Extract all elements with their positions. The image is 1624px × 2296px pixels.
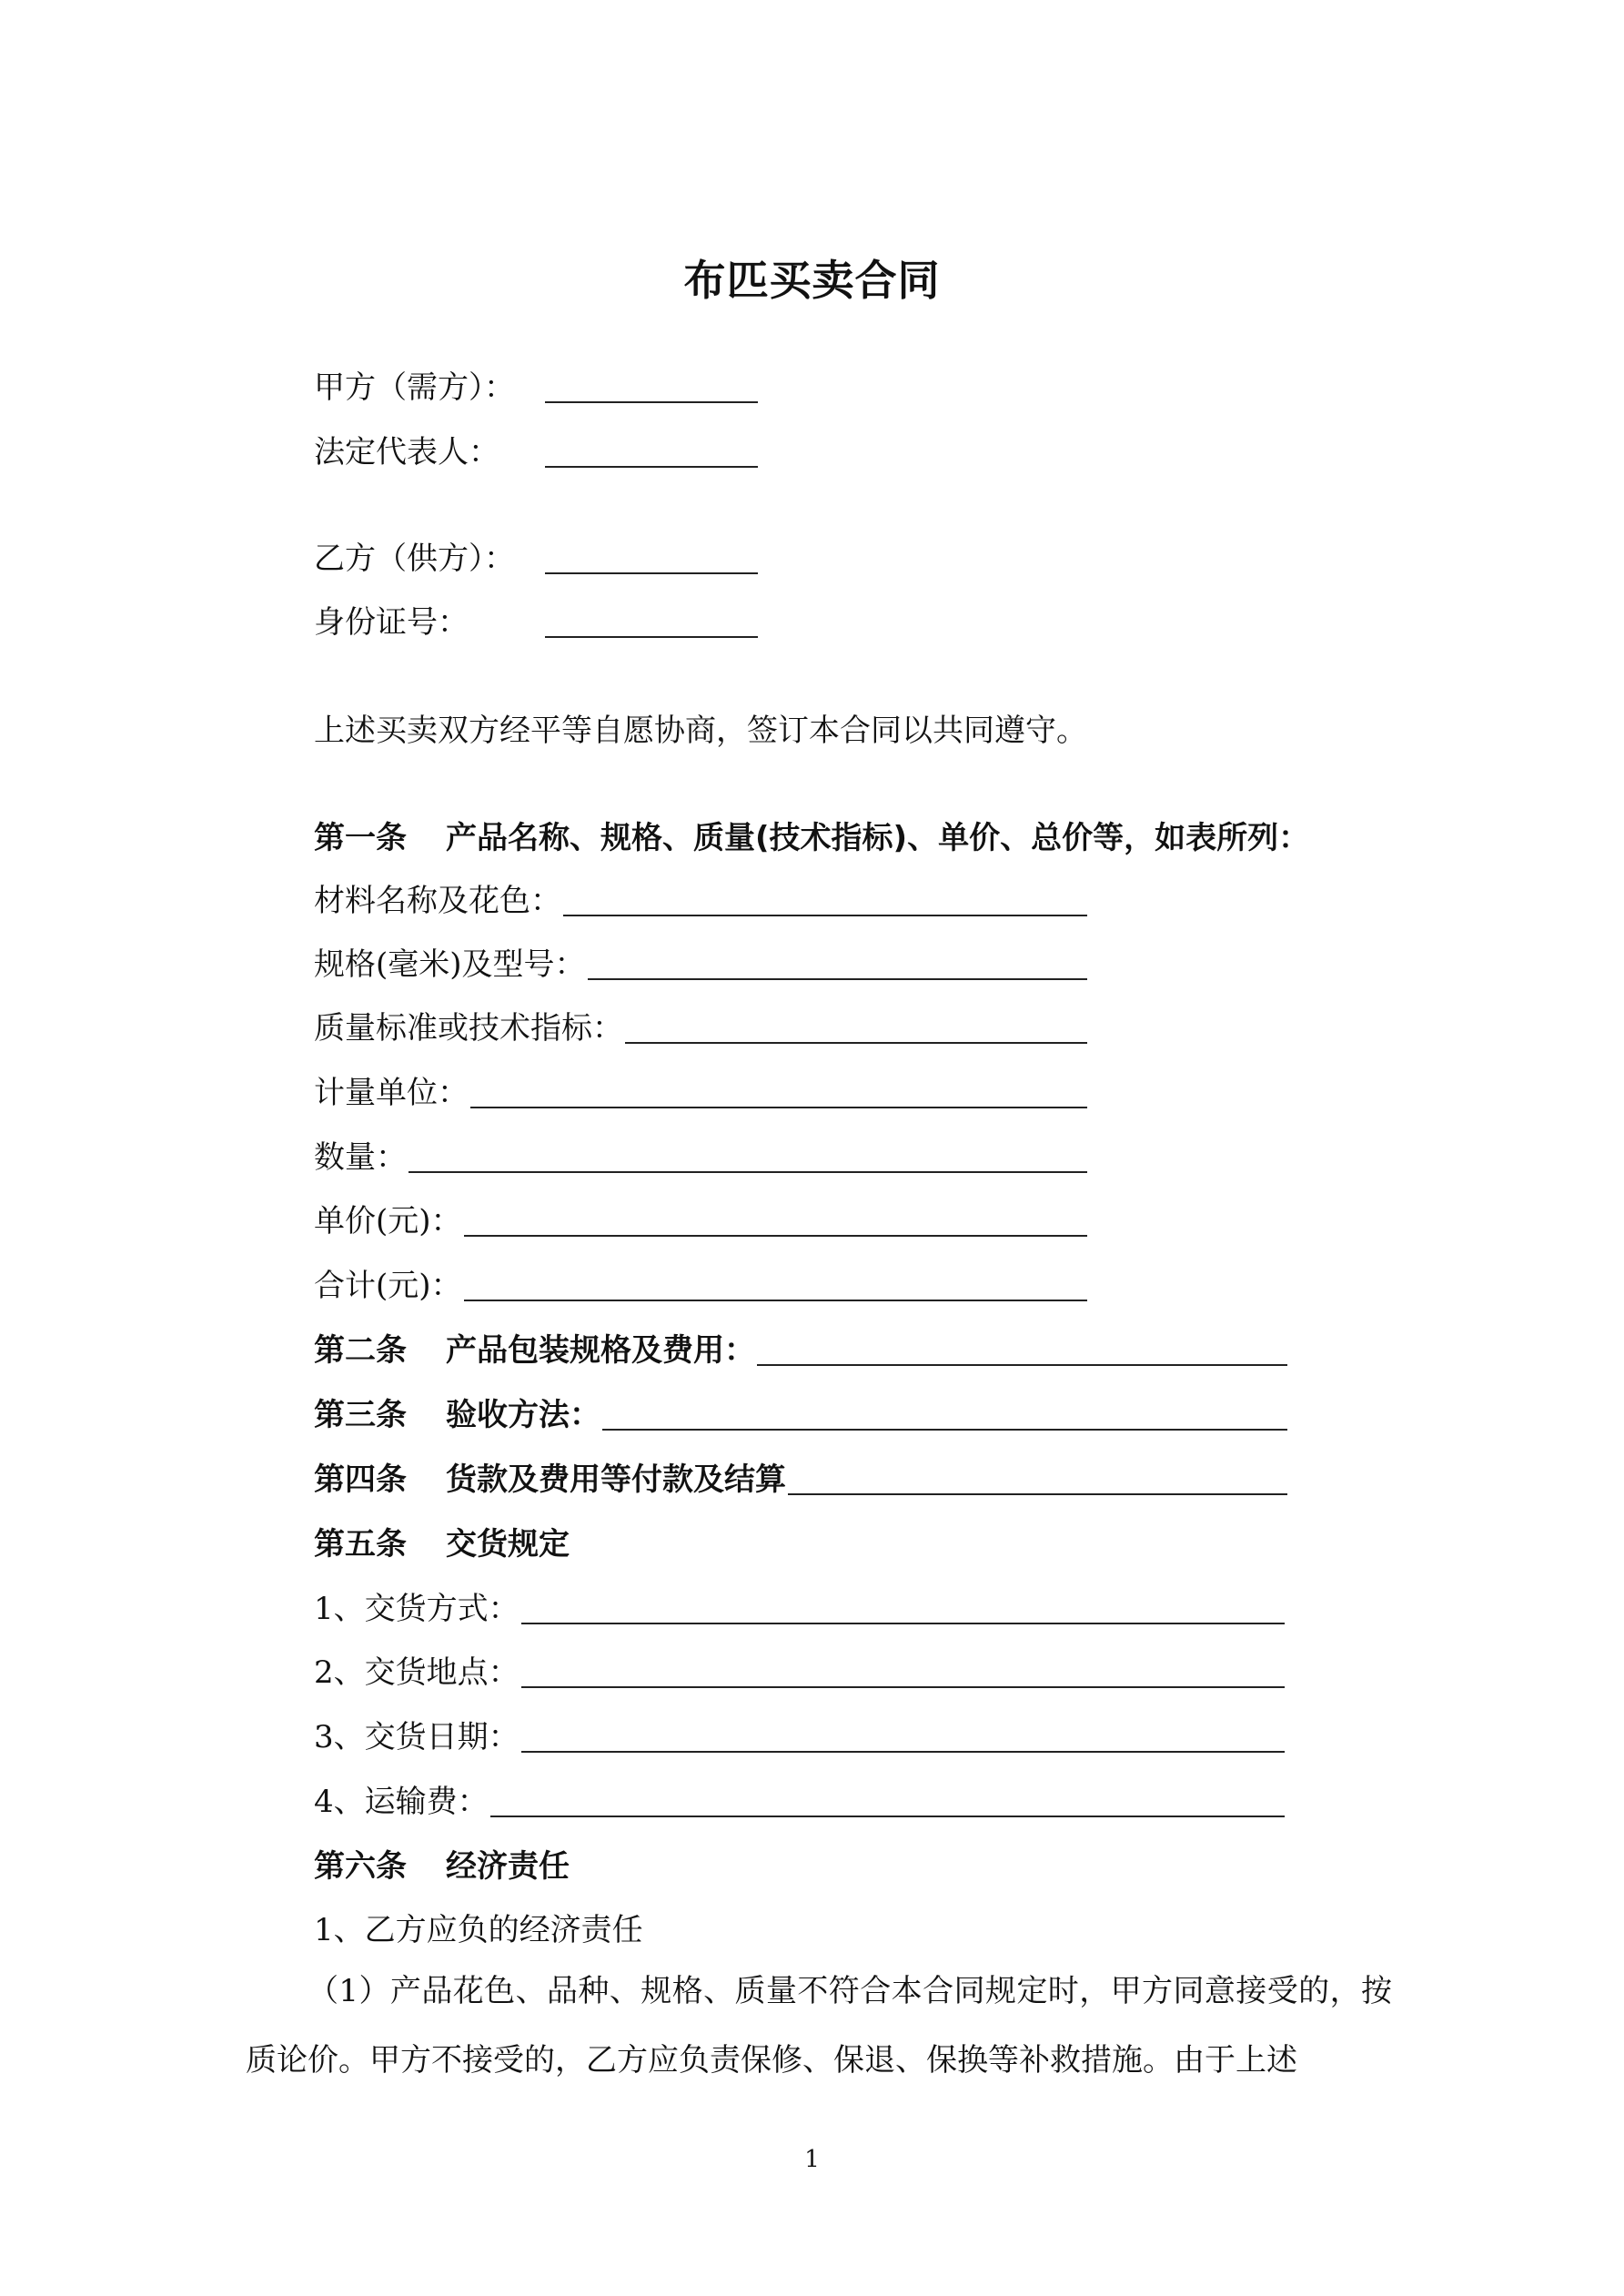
delivery-date-label: 3、交货日期：	[314, 1719, 519, 1755]
article-5-title: 交货规定	[446, 1526, 570, 1563]
article-4-heading	[314, 1459, 1287, 1501]
id-number-line	[314, 602, 758, 643]
unit-price-blank[interactable]	[464, 1206, 1087, 1237]
material-name-blank[interactable]	[563, 885, 1087, 916]
party-a-label: 甲方（需方）：	[314, 369, 515, 406]
article-1-field-row	[314, 1200, 1087, 1242]
article-1-field-row	[314, 1007, 1087, 1049]
page-number: 1	[804, 2146, 820, 2173]
delivery-date-blank[interactable]	[521, 1722, 1285, 1753]
article-6-heading	[314, 1846, 570, 1887]
spec-model-label: 规格(毫米)及型号：	[314, 946, 586, 983]
article-2-title: 产品包装规格及费用：	[446, 1332, 755, 1369]
article-4-title: 货款及费用等付款及结算	[446, 1462, 786, 1498]
article-3-heading	[314, 1394, 1287, 1436]
article-6-paragraph: （1）产品花色、品种、规格、质量不符合本合同规定时，甲方同意接受的，按质论价。甲方不接受的，乙方应负责保修、保退、保换等补救措施。由于上述	[246, 1973, 1392, 2079]
unit-price-label: 单价(元)：	[314, 1203, 462, 1239]
legal-rep-label: 法定代表人：	[314, 434, 499, 470]
total-label: 合计(元)：	[314, 1268, 462, 1304]
party-a-blank[interactable]	[545, 372, 758, 403]
article-5-number: 第五条	[314, 1526, 407, 1563]
freight-label: 4、运输费：	[314, 1784, 489, 1820]
id-number-label: 身份证号：	[314, 604, 469, 641]
article-3-blank[interactable]	[602, 1400, 1287, 1431]
id-number-blank[interactable]	[545, 607, 758, 638]
article-6-number: 第六条	[314, 1848, 407, 1885]
article-2-blank[interactable]	[757, 1335, 1287, 1366]
article-1-number: 第一条	[314, 820, 407, 856]
legal-rep-line	[314, 431, 758, 473]
delivery-method-label: 1、交货方式：	[314, 1591, 519, 1627]
article-4-blank[interactable]	[788, 1464, 1287, 1495]
delivery-item	[314, 1781, 1285, 1823]
article-2-heading	[314, 1330, 1287, 1371]
article-1-field-row	[314, 1137, 1087, 1178]
material-name-label: 材料名称及花色：	[314, 883, 561, 919]
article-1-title: 产品名称、规格、质量(技术指标)、单价、总价等，如表所列：	[446, 820, 1310, 856]
article-1-field-row	[314, 944, 1087, 986]
article-3-title: 验收方法：	[446, 1397, 600, 1433]
legal-rep-blank[interactable]	[545, 437, 758, 468]
delivery-method-blank[interactable]	[521, 1593, 1285, 1624]
delivery-place-label: 2、交货地点：	[314, 1654, 519, 1691]
article-6-subheading: 1、乙方应负的经济责任	[314, 1912, 643, 1948]
article-1-field-row	[314, 1265, 1087, 1307]
unit-label: 计量单位：	[314, 1075, 469, 1111]
quantity-label: 数量：	[314, 1139, 407, 1176]
party-b-label: 乙方（供方）：	[314, 541, 515, 577]
unit-blank[interactable]	[470, 1077, 1087, 1108]
delivery-item	[314, 1588, 1285, 1630]
article-2-number: 第二条	[314, 1332, 407, 1369]
delivery-place-blank[interactable]	[521, 1657, 1285, 1688]
spec-model-blank[interactable]	[588, 949, 1087, 980]
party-b-blank[interactable]	[545, 543, 758, 574]
party-b-line	[314, 538, 758, 580]
article-6-title: 经济责任	[446, 1848, 570, 1885]
article-5-heading	[314, 1523, 570, 1565]
quality-standard-label: 质量标准或技术指标：	[314, 1010, 623, 1047]
quantity-blank[interactable]	[409, 1142, 1087, 1173]
article-4-number: 第四条	[314, 1462, 407, 1498]
quality-standard-blank[interactable]	[625, 1013, 1087, 1044]
delivery-item	[314, 1716, 1285, 1758]
article-1-field-row	[314, 1072, 1087, 1114]
freight-blank[interactable]	[490, 1786, 1285, 1817]
total-blank[interactable]	[464, 1270, 1087, 1301]
article-3-number: 第三条	[314, 1397, 407, 1433]
party-a-line	[314, 367, 758, 409]
document-title: 布匹买卖合同	[683, 256, 941, 305]
article-1-heading	[314, 817, 1309, 859]
delivery-item	[314, 1652, 1285, 1694]
intro-text: 上述买卖双方经平等自愿协商，签订本合同以共同遵守。	[314, 713, 1087, 749]
article-1-field-row	[314, 880, 1087, 922]
